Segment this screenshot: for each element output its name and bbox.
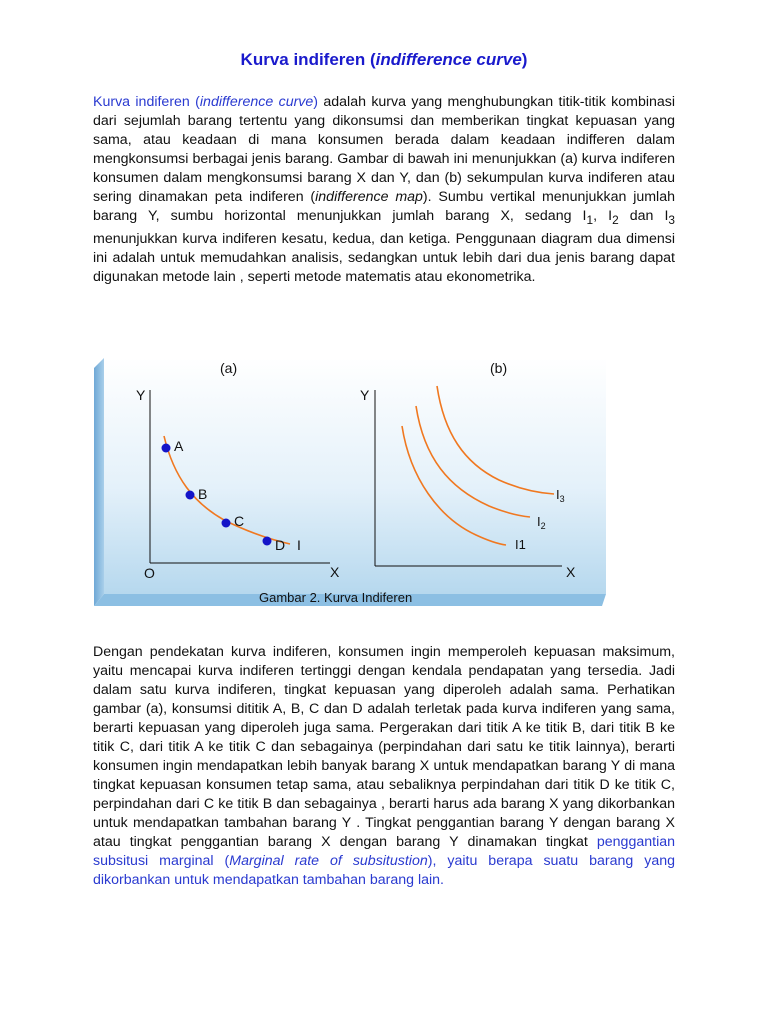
figure-caption: Gambar 2. Kurva Indiferen [259,590,413,605]
curve-a-label: I [297,537,301,553]
panel-left-edge [94,358,104,606]
term-kurva-indiferen: Kurva indiferen (indifference curve) [93,94,319,110]
point-d-label: D [275,537,286,553]
curve-i1-label: I1 [515,537,526,552]
indifference-curve-figure [94,358,612,620]
point-a-label: A [174,438,184,454]
origin-label: O [144,565,155,581]
panel-b-y-axis-label: Y [360,387,370,403]
panel-a-x-axis-label: X [330,564,340,580]
curve-i3-label: $I_3$ [556,487,565,504]
intro-paragraph: Kurva indiferen (indifference curve) adalah kurva yang menghubungkan titik-titik kombinasi dari sejumlah barang tertentu yang dikonsumsi dan memberikan tingkat kepuasan yang sama, atau keadaan di mana konsumen berada dalam keadaan indifferen dalam mengkonsumsi berbagai jenis barang. Gambar di bawah ini menunjukkan (a) kurva indiferen konsumen dalam mengkonsumsi barang X dan Y, dan (b) sekumpulan kurva indiferen atau sering dinamakan peta indiferen (indifference map). Sumbu vertikal menunjukkan jumlah barang Y, sumbu horizontal menunjukkan jumlah barang X, sedang $I_1$, $I_2$ dan $I_3$ menunjukkan kurva indiferen kesatu, kedua, dan ketiga. Penggunaan diagram dua dimensi ini adalah untuk memudahkan analisis, sedangkan untuk lebih dari dua jenis barang dapat digunakan metode lain , seperti metode matematis atau ekonometrika. [93,94,676,285]
point-a [162,444,171,453]
point-b [186,491,195,500]
point-c [222,519,231,528]
marginal-rate-term: penggantian subsitusi marginal (Marginal rate of subsitustion), yaitu berapa suatu barang yang dikorbankan untuk mendapatkan tambahan barang lain. [93,834,676,888]
page-title: Kurva indiferen (indifference curve) [240,50,528,69]
panel-b-x-axis-label: X [566,564,576,580]
point-b-label: B [198,486,208,502]
panel-a-y-axis-label: Y [136,387,146,403]
explanation-paragraph: Dengan pendekatan kurva indiferen, konsumen ingin memperoleh kepuasan maksimum, yaitu mencapai kurva indiferen tertinggi dengan kendala pendapatan yang tersedia. Jadi dalam satu kurva indiferen, tingkat kepuasan yang diperoleh adalah sama. Perhatikan gambar (a), konsumsi dititik A, B, C dan D adalah terletak pada kurva indiferen yang sama, berarti kepuasan yang diperoleh juga sama. Pergerakan dari titik A ke titik B, dari titik B ke titik C, dari titik A ke titik C dan sebagainya (perpindahan dari satu ke titik lainnya), berarti konsumen ingin mendapatkan lebih banyak barang X untuk mendapatkan barang Y di mana tingkat kepuasan konsumen tetap sama, atau sebaliknya perpindahan dari titik D ke titik C, perpindahan dari C ke titik B dan sebagainya , berarti harus ada barang X yang dikorbankan untuk mendapatkan tambahan barang Y . Tingkat penggantian barang Y dengan barang X atau tingkat penggantian barang X dengan barang Y dinamakan tingkat penggantian subsitusi marginal (Marginal rate of subsitustion), yaitu berapa suatu barang yang dikorbankan untuk mendapatkan tambahan barang lain. [93,644,676,888]
panel-a-label: (a) [220,360,238,376]
point-c-label: C [234,513,245,529]
point-d [263,537,272,546]
curve-i2-label: $I_2$ [537,514,546,531]
panel-b-label: (b) [490,360,508,376]
